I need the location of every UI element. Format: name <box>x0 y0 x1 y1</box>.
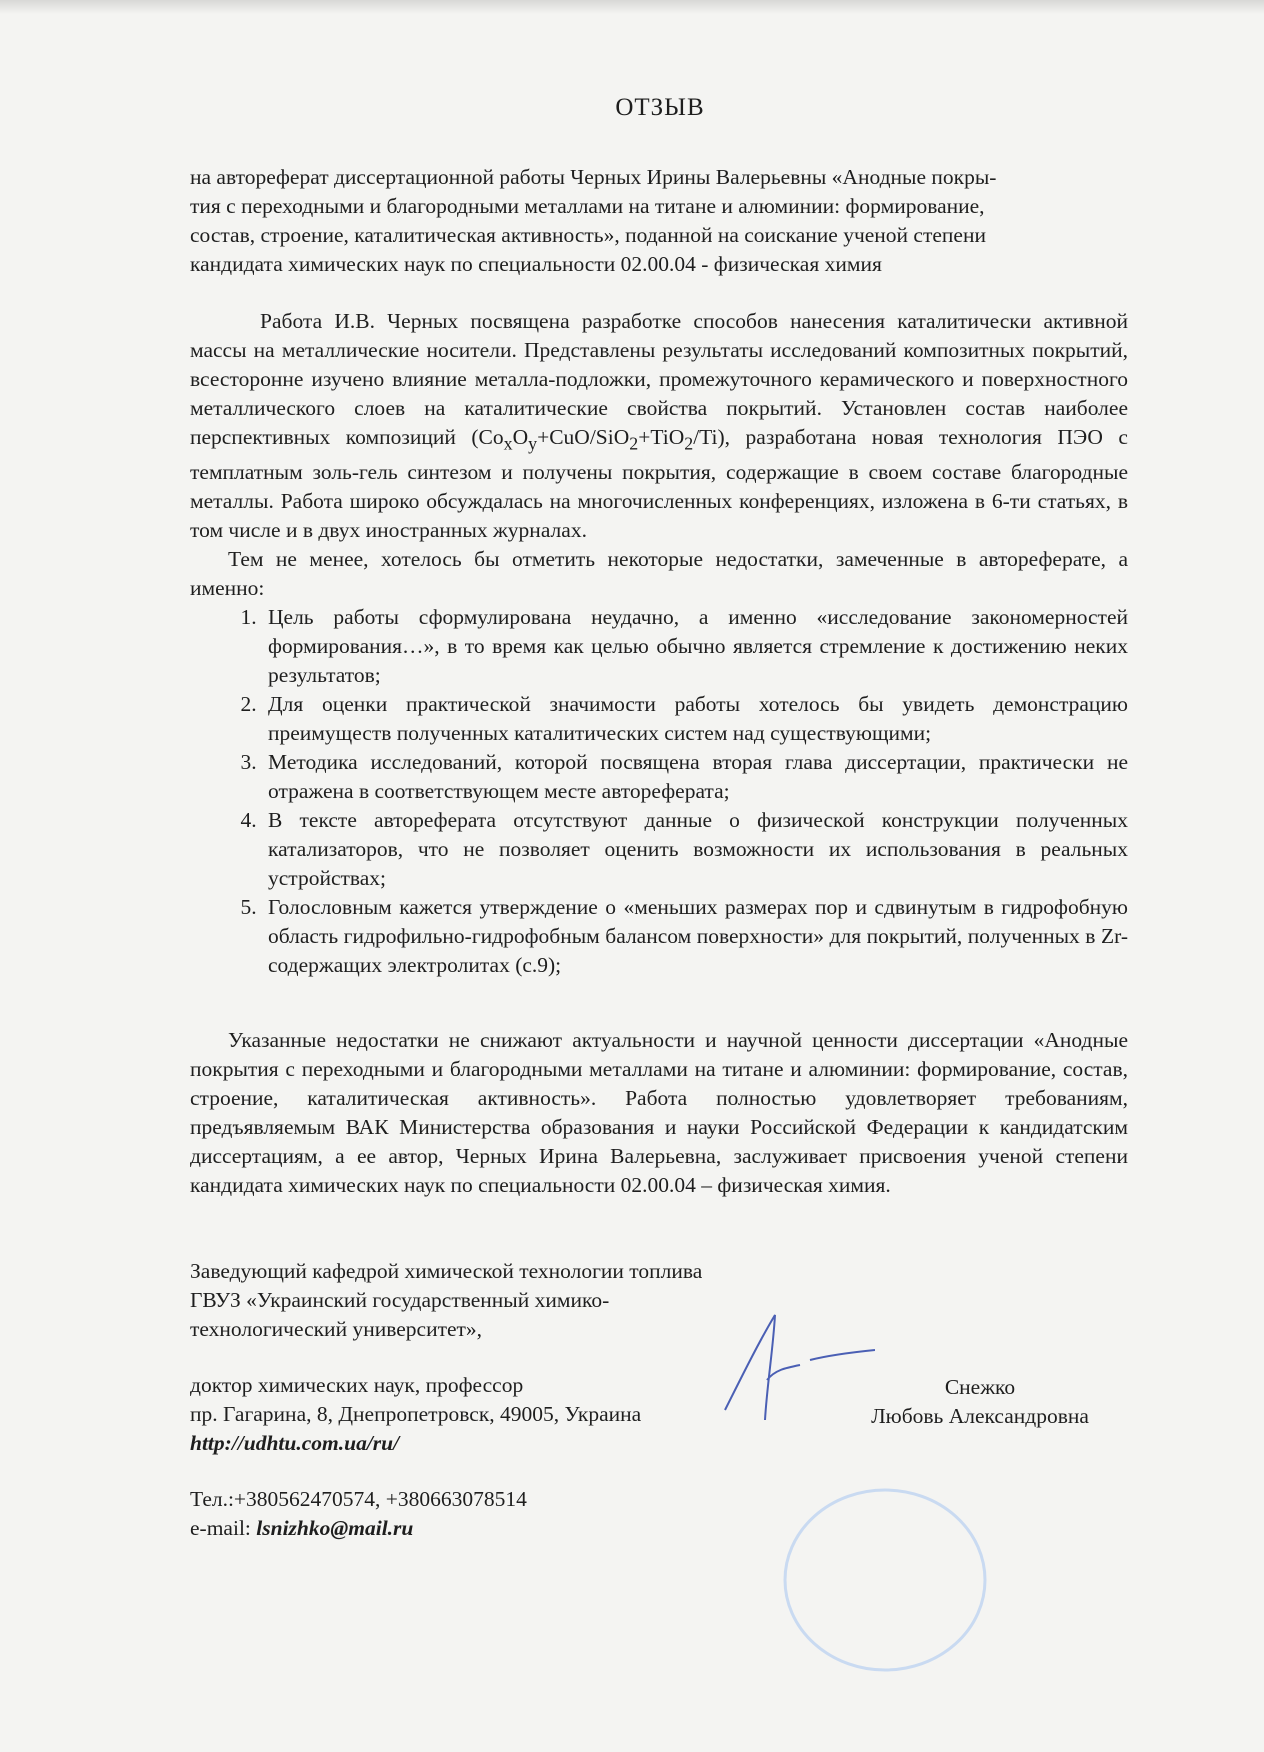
reviewer-phone: Тел.:+380562470574, +380663078514 <box>190 1487 527 1511</box>
intro-line: состав, строение, каталитическая активность», поданной на соискание ученой степени <box>190 223 986 247</box>
reviewer-surname: Снежко <box>944 1375 1016 1399</box>
reviewer-address: пр. Гагарина, 8, Днепропетровск, 49005, Украина <box>190 1402 642 1426</box>
shortcoming-item: 1. Цель работы сформулирована неудачно, а именно «исследование закономерностей формирования…», в то время как целью обычно является стремление к достижению неких результатов; <box>262 603 1128 690</box>
shortcoming-item: 5. Голословным кажется утверждение о «меньших размерах пор и сдвинутым в гидрофобную область гидрофильно-гидрофобным балансом поверхности» для покрытий, полученных в Zr- содержащих электролитах (с.9); <box>262 893 1128 980</box>
reviewer-organization: технологический университет», <box>190 1317 483 1341</box>
verification-stamp <box>765 1460 1195 1710</box>
scan-edge-shadow <box>0 0 1264 14</box>
shortcoming-item: 3. Методика исследований, которой посвящена вторая глава диссертации, практически не отражена в соответствующем месте автореферата; <box>262 748 1128 806</box>
intro-line: кандидата химических наук по специальности 02.00.04 - физическая химия <box>190 252 882 276</box>
shortcoming-item: 4. В тексте автореферата отсутствуют данные о физической конструкции полученных катализаторов, что не позволяет оценить возможности их использования в реальных устройствах; <box>262 806 1128 893</box>
seal-outline <box>765 1460 1195 1710</box>
intro-line: на автореферат диссертационной работы Черных Ирины Валерьевны «Анодные покры- <box>190 165 997 189</box>
conclusion-paragraph: Указанные недостатки не снижают актуальности и научной ценности диссертации «Анодные покрытия с переходными и благородными металлами на титане и алюминии: формирование, состав, строение, каталитическая активность». Работа полностью удовлетворяет требованиям, предъявляемым ВАК Министерства образования и науки Российской Федерации к кандидатским диссертациям, а ее автор, Черных Ирина Валерьевна, заслуживает присвоения ученой степени кандидата химических наук по специальности 02.00.04 – физическая химия. <box>190 1028 1128 1197</box>
reviewer-name <box>850 1373 1110 1431</box>
document-title: ОТЗЫВ <box>615 94 705 121</box>
website-link[interactable]: http://udhtu.com.ua/ru/ <box>190 1431 400 1455</box>
handwritten-signature <box>705 1310 875 1430</box>
shortcomings-intro: Тем не менее, хотелось бы отметить некоторые недостатки, замеченные в автореферате, а именно: <box>190 547 1128 601</box>
reviewer-degree: доктор химических наук, профессор <box>190 1373 524 1397</box>
reviewer-position: Заведующий кафедрой химической технологии топлива <box>190 1259 703 1283</box>
intro-line: тия с переходными и благородными металлами на титане и алюминии: формирование, <box>190 194 985 218</box>
reviewer-given-names: Любовь Александровна <box>871 1404 1089 1428</box>
email-link[interactable]: lsnizhko@mail.ru <box>256 1516 414 1540</box>
review-body <box>190 307 1128 980</box>
summary-paragraph: Работа И.В. Черных посвящена разработке способов нанесения каталитически активной массы на металлические носители. Представлены результаты исследований композитных покрытий, всесторонне изучено влияние металла-подложки, промежуточного керамического и поверхностного металлического слоев на каталитические свойства покрытий. Установлен состав наиболее перспективных композиций $(Co_xO_y+CuO/SiO_2+TiO_2/Ti)$, разработана новая технология ПЭО с темплатным золь-гель синтезом и получены покрытия, содержащие в своем составе благородные металлы. Работа широко обсуждалась на многочисленных конференциях, изложена в 6-ти статьях, в том числе и в двух иностранных журналах. <box>190 309 1128 543</box>
shortcoming-item: 2. Для оценки практической значимости работы хотелось бы увидеть демонстрацию преимуществ полученных каталитических систем над существующими; <box>262 690 1128 748</box>
reviewer-email: e-mail: lsnizhko@mail.ru <box>190 1516 414 1540</box>
shortcomings-list <box>190 603 1128 980</box>
intro-paragraph <box>190 163 1128 279</box>
reviewer-organization: ГВУЗ «Украинский государственный химико- <box>190 1288 610 1312</box>
